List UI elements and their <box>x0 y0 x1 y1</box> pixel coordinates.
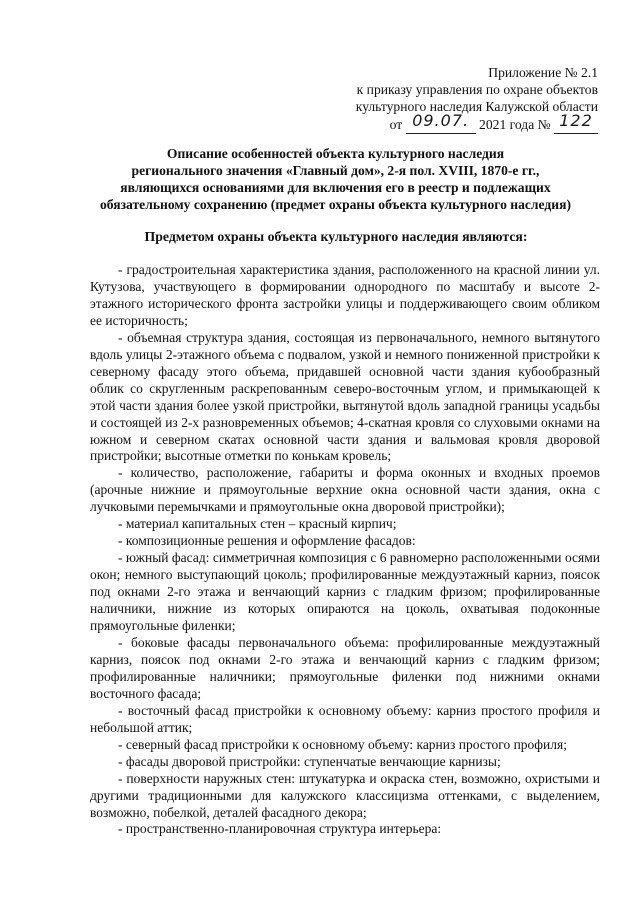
appendix-line-1: Приложение № 2.1 <box>488 65 598 80</box>
list-item: - южный фасад: симметричная композиция с 6 равномерно расположенными осями окон; немного выступающий цоколь; профилированные междуэтажный карниз, поясок под окнами 2-го этажа и венчающий карниз с гладким фризом; профилированные наличники, нижние из которых опираются на цоколь, охватывая подоконные прямоугольные филенки; <box>90 550 600 634</box>
protection-items-list <box>90 262 600 838</box>
appendix-line-4 <box>356 111 598 134</box>
list-item: - материал капитальных стен – красный кирпич; <box>118 516 397 532</box>
handwritten-date: 09.07. <box>412 111 470 130</box>
from-label: от <box>389 117 403 132</box>
title-line-1: Описание особенностей объекта культурного наследия <box>166 146 505 161</box>
list-item: - северный фасад пристройки к основному объему: карниз простого профиля; <box>118 736 567 752</box>
list-item: - пространственно-планировочная структура интерьера: <box>118 821 442 837</box>
list-item: - фасады дворовой пристройки: ступенчатые венчающие карнизы; <box>118 753 501 769</box>
section-heading: Предметом охраны объекта культурного наследия являются: <box>144 229 528 244</box>
appendix-line-2: к приказу управления по охране объектов <box>356 82 598 97</box>
title-line-3: являющихся основаниями для включения его в реестр и подлежащих <box>120 180 551 195</box>
list-item: - количество, расположение, габариты и форма оконных и входных проемов (арочные нижние и прямоугольные верхние окна основной части здания, окна с лучковыми перемычками и прямоугольные окна дворовой пристройки); <box>90 465 600 515</box>
title-line-2: регионального значения «Главный дом», 2-я пол. XVIII, 1870-е гг., <box>131 163 540 178</box>
handwritten-number: 122 <box>559 111 593 130</box>
list-item: - боковые фасады первоначального объема: профилированные междуэтажный карниз, поясок под окнами 2-го этажа и венчающий карниз с гладким фризом; профилированные наличники; прямоугольные филенки под нижними окнами восточного фасада; <box>90 634 600 701</box>
document-title <box>60 145 611 213</box>
appendix-line-3: культурного наследия Калужской области <box>355 99 598 114</box>
date-blank <box>406 111 476 134</box>
list-item: - восточный фасад пристройки к основному объему: карниз простого профиля и небольшой аттик; <box>90 702 600 735</box>
list-item: - поверхности наружных стен: штукатурка и окраска стен, возможно, охристыми и другими традиционными для калужского классицизма оттенками, с выделением, возможно, побелкой, деталей фасадного декора; <box>90 770 600 820</box>
list-item: - градостроительная характеристика здания, расположенного на красной линии ул. Кутузова, участвующего в формировании однородного по масштабу и высоте 2-этажного исторического фронта застройки улицы и поддерживающего своим обликом ее историчность; <box>90 262 600 328</box>
appendix-header <box>356 64 598 134</box>
list-item: - объемная структура здания, состоящая из первоначального, немного вытянутого вдоль улицы 2-этажного объема с подвалом, узкой и немного пониженной пристройки к северному фасаду этого объема, придавшей основной части здания кубообразный облик со скругленным раскрепованным северо-восточным углом, и примыкающей к этой части здания более узкой пристройки, вытянутой вдоль западной границы усадьбы и состоящей из 2-х разновременных объемов; 4-скатная кровля со слуховыми окнами на южном и северном скатах основной части здания и вальмовая кровля дворовой пристройки; высотные отметки по конькам кровель; <box>90 329 600 464</box>
list-item: - композиционные решения и оформление фасадов: <box>118 533 416 549</box>
title-line-4: обязательному сохранению (предмет охраны объекта культурного наследия) <box>99 197 572 212</box>
year-label: 2021 года № <box>479 117 551 132</box>
number-blank <box>554 111 598 134</box>
